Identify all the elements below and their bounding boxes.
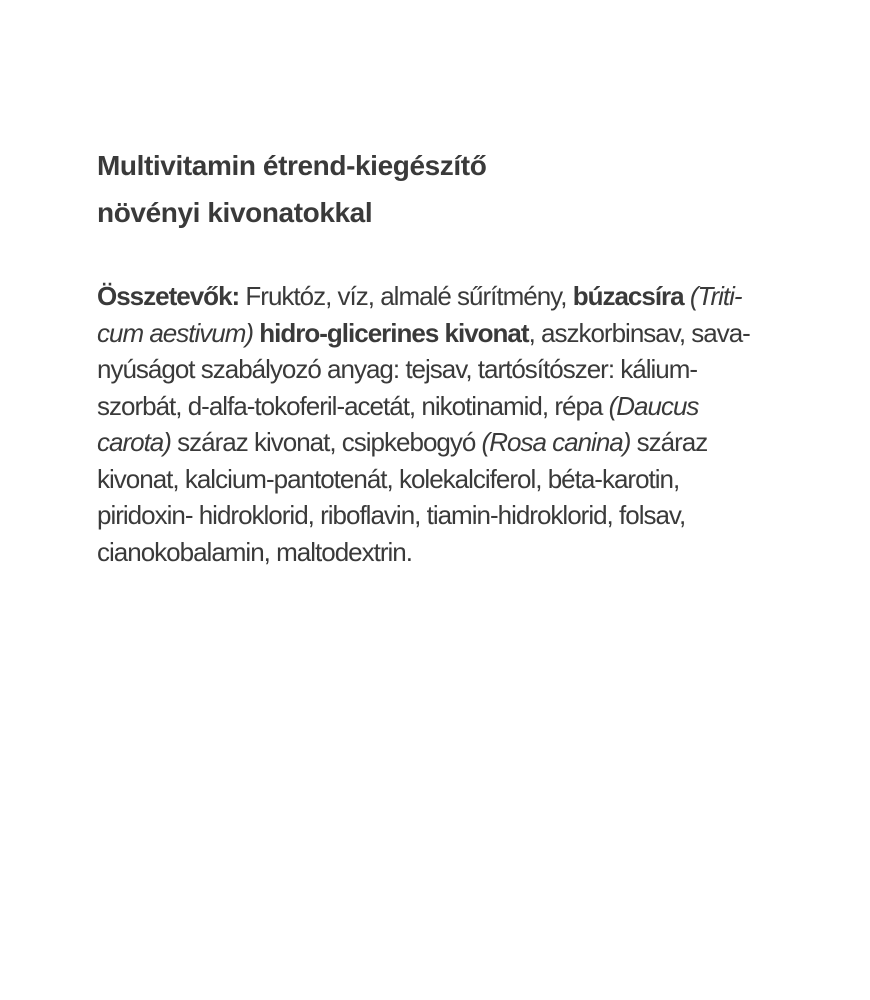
ingredients-line (97, 461, 817, 498)
ingredients-text: nyúságot szabályozó anyag: tejsav, tartósítószer: kálium- (97, 354, 698, 384)
ingredients-line (97, 534, 817, 571)
ingredients-text: Fruktóz, víz, almalé sűrítmény, (245, 281, 573, 311)
ingredients-line (97, 424, 817, 461)
latin-name-text: (Rosa canina) (481, 427, 637, 457)
latin-name-text: (Daucus (608, 390, 699, 421)
ingredients-text: száraz kivonat, csipkebogyó (177, 427, 482, 457)
ingredients-text: szorbát, d-alfa-tokoferil-acetát, nikotinamid, répa (97, 390, 609, 421)
latin-name-text: cum aestivum) (97, 317, 260, 348)
product-title (97, 142, 817, 236)
latin-name-text: carota) (97, 427, 178, 457)
ingredients-line (97, 351, 817, 388)
ingredients-line (97, 278, 817, 315)
ingredients-line (97, 497, 817, 534)
ingredients-text: száraz (636, 427, 708, 457)
ingredients-line (97, 388, 817, 425)
product-title-line-2: növényi kivonatokkal (97, 197, 373, 228)
ingredients-text-bold: hidro-glicerines kivonat (259, 317, 529, 348)
ingredients-text-bold: búzacsíra (572, 281, 690, 311)
ingredients-text: kivonat, kalcium-pantotenát, kolekalciferol, béta-karotin, (97, 463, 680, 494)
ingredients-line (97, 315, 817, 352)
ingredients-text: piridoxin- hidroklorid, riboflavin, tiamin-hidroklorid, folsav, (97, 500, 686, 530)
content-block (97, 142, 817, 570)
ingredients-heading: Összetevők: (97, 281, 246, 311)
latin-name-text: (Triti- (689, 281, 742, 311)
ingredients-paragraph (97, 278, 817, 570)
product-title-line-1: Multivitamin étrend-kiegészítő (97, 150, 487, 181)
ingredients-text: cianokobalamin, maltodextrin. (97, 536, 412, 567)
ingredients-text: , aszkorbinsav, sava- (528, 317, 750, 348)
